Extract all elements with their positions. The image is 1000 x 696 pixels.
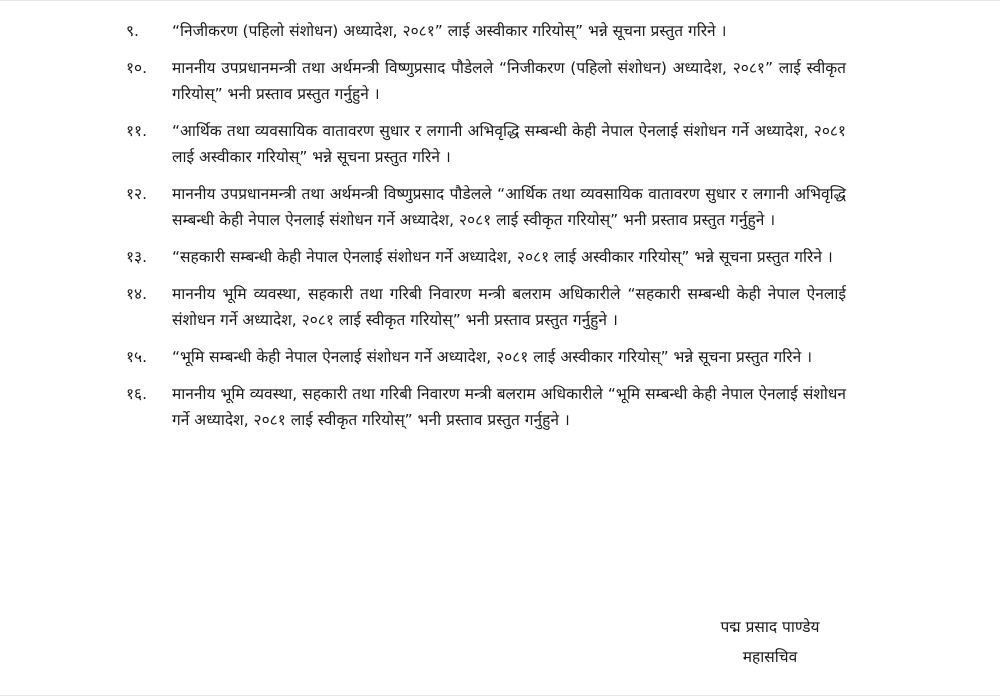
agenda-item-16 [126,381,846,433]
item-number: ११. [126,122,148,140]
item-text: “भूमि सम्बन्धी केही नेपाल ऐनलाई संशोधन गर्ने अध्यादेश, २०८१ लाई अस्वीकार गरियोस्” भन्ने सूचना प्रस्तुत गरिने । [172,348,812,366]
item-text: “निजीकरण (पहिलो संशोधन) अध्यादेश, २०८१” लाई अस्वीकार गरियोस्” भन्ने सूचना प्रस्तुत गरिने । [172,22,727,40]
item-text: माननीय भूमि व्यवस्था, सहकारी तथा गरिबी निवारण मन्त्री बलराम अधिकारीले “भूमि सम्बन्धी केही नेपाल ऐनलाई संशोधन गर्ने अध्यादेश, २०८१ लाई स्वीकृत गरियोस्” भनी प्रस्ताव प्रस्तुत गर्नुहुने । [172,385,846,429]
item-number: १२. [126,185,148,203]
item-number: १६. [126,385,148,403]
agenda-item-10 [126,55,846,107]
agenda-item-9 [126,18,846,44]
item-number: १३. [126,248,148,266]
agenda-item-11 [126,118,846,170]
top-border [0,0,1000,1]
item-text: “आर्थिक तथा व्यवसायिक वातावरण सुधार र लगानी अभिवृद्धि सम्बन्धी केही नेपाल ऐनलाई संशोधन गर्ने अध्यादेश, २०८१ लाई अस्वीकार गरियोस्” भन्ने सूचना प्रस्तुत गरिने । [172,122,846,166]
signatory-title: महासचिव [742,648,798,666]
item-number: १०. [126,59,148,77]
agenda-item-14 [126,281,846,333]
agenda-item-15 [126,344,846,370]
item-text: “सहकारी सम्बन्धी केही नेपाल ऐनलाई संशोधन गर्ने अध्यादेश, २०८१ लाई अस्वीकार गरियोस्” भन्ने सूचना प्रस्तुत गरिने । [172,248,833,266]
item-text: माननीय भूमि व्यवस्था, सहकारी तथा गरिबी निवारण मन्त्री बलराम अधिकारीले “सहकारी सम्बन्धी केही नेपाल ऐनलाई संशोधन गर्ने अध्यादेश, २०८१ लाई स्वीकृत गरियोस्” भनी प्रस्ताव प्रस्तुत गर्नुहुने । [172,285,846,329]
item-text: माननीय उपप्रधानमन्त्री तथा अर्थमन्त्री विष्णुप्रसाद पौडेलले “आर्थिक तथा व्यवसायिक वातावरण सुधार र लगानी अभिवृद्धि सम्बन्धी केही नेपाल ऐनलाई संशोधन गर्ने अध्यादेश, २०८१ लाई स्वीकृत गरियोस्” भनी प्रस्ताव प्रस्तुत गर्नुहुने । [172,185,846,229]
signatory-name: पद्म प्रसाद पाण्डेय [720,618,820,636]
item-number: १४. [126,285,148,303]
agenda-item-12 [126,181,846,233]
signature-block [640,612,900,672]
agenda-item-13 [126,244,846,270]
item-number: ९. [126,22,139,40]
item-text: माननीय उपप्रधानमन्त्री तथा अर्थमन्त्री विष्णुप्रसाद पौडेलले “निजीकरण (पहिलो संशोधन) अध्यादेश, २०८१” लाई स्वीकृत गरियोस्” भनी प्रस्ताव प्रस्तुत गर्नुहुने । [172,59,846,103]
item-number: १५. [126,348,148,366]
agenda-list [126,18,846,444]
